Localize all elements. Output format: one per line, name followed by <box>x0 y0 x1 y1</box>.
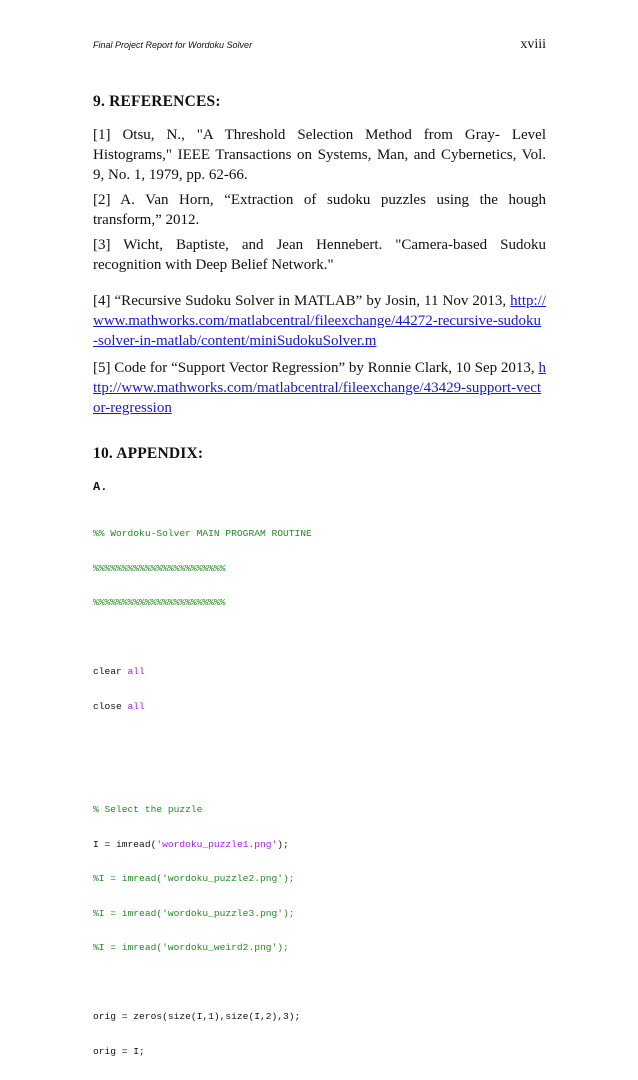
code-comment-title: %% Wordoku-Solver MAIN PROGRAM ROUTINE <box>93 528 312 539</box>
code-close-line <box>93 701 553 713</box>
code-alt-imread-1: %I = imread('wordoku_puzzle2.png'); <box>93 873 295 884</box>
code-clear-arg: all <box>127 666 145 677</box>
appendix-heading: 10. APPENDIX: <box>93 445 204 462</box>
reference-4 <box>93 291 546 351</box>
code-clear-line <box>93 666 553 678</box>
reference-5-link[interactable]: http://www.mathworks.com/matlabcentral/fileexchange/43429-support-vector-regression <box>93 360 547 416</box>
code-clear-keyword: clear <box>93 666 128 677</box>
code-percent-line-1: %%%%%%%%%%%%%%%%%%%%%%% <box>93 562 226 574</box>
appendix-section-label: A. <box>93 480 108 494</box>
reference-1 <box>93 125 546 185</box>
code-close-keyword: close <box>93 700 128 712</box>
reference-2-text: [2] A. Van Horn, “Extraction of sudoku puzzles using the hough transform,” 2012. <box>93 192 546 228</box>
code-blank-line <box>93 632 553 644</box>
references-heading: 9. REFERENCES: <box>93 93 221 110</box>
code-select-comment: % Select the puzzle <box>93 804 203 815</box>
reference-5-text: [5] Code for “Support Vector Regression” by Ronnie Clark, 10 Sep 2013, <box>93 360 535 376</box>
code-imread-line <box>93 839 553 851</box>
reference-4-text: [4] “Recursive Sudoku Solver in MATLAB” by Josin, 11 Nov 2013, <box>93 293 507 309</box>
reference-4-link[interactable]: http://www.mathworks.com/matlabcentral/fileexchange/44272-recursive-sudoku-solver-in-matlab/content/miniSudokuSolver.m <box>93 293 547 349</box>
running-header-title: Final Project Report for Wordoku Solver <box>93 40 253 50</box>
code-alt-imread-2: %I = imread('wordoku_puzzle3.png'); <box>93 907 295 919</box>
reference-3 <box>93 235 546 275</box>
code-blank-line <box>93 977 553 989</box>
code-orig-zeros: orig = zeros(size(I,1),size(I,2),3); <box>93 1011 301 1022</box>
code-imread-prefix: I = imread( <box>93 838 157 850</box>
page-number: xviii <box>520 37 546 52</box>
code-block <box>93 505 553 1080</box>
code-orig-assign: orig = I; <box>93 1045 145 1057</box>
code-blank-line <box>93 770 553 782</box>
code-imread-arg: 'wordoku_puzzle1.png' <box>156 838 278 850</box>
code-imread-suffix: ); <box>277 838 289 850</box>
code-blank-line <box>93 735 553 747</box>
reference-2 <box>93 190 546 230</box>
reference-3-text: [3] Wicht, Baptiste, and Jean Hennebert. "Camera-based Sudoku recognition with Deep Belief Network." <box>93 237 546 273</box>
code-alt-imread-3: %I = imread('wordoku_weird2.png'); <box>93 942 289 953</box>
code-close-arg: all <box>127 700 145 712</box>
reference-5 <box>93 358 546 418</box>
code-percent-line-2: %%%%%%%%%%%%%%%%%%%%%%% <box>93 597 226 608</box>
reference-1-text: [1] Otsu, N., "A Threshold Selection Method from Gray- Level Histograms," IEEE Transactions on Systems, Man, and Cybernetics, Vol. 9, No. 1, 1979, pp. 62-66. <box>93 127 546 183</box>
